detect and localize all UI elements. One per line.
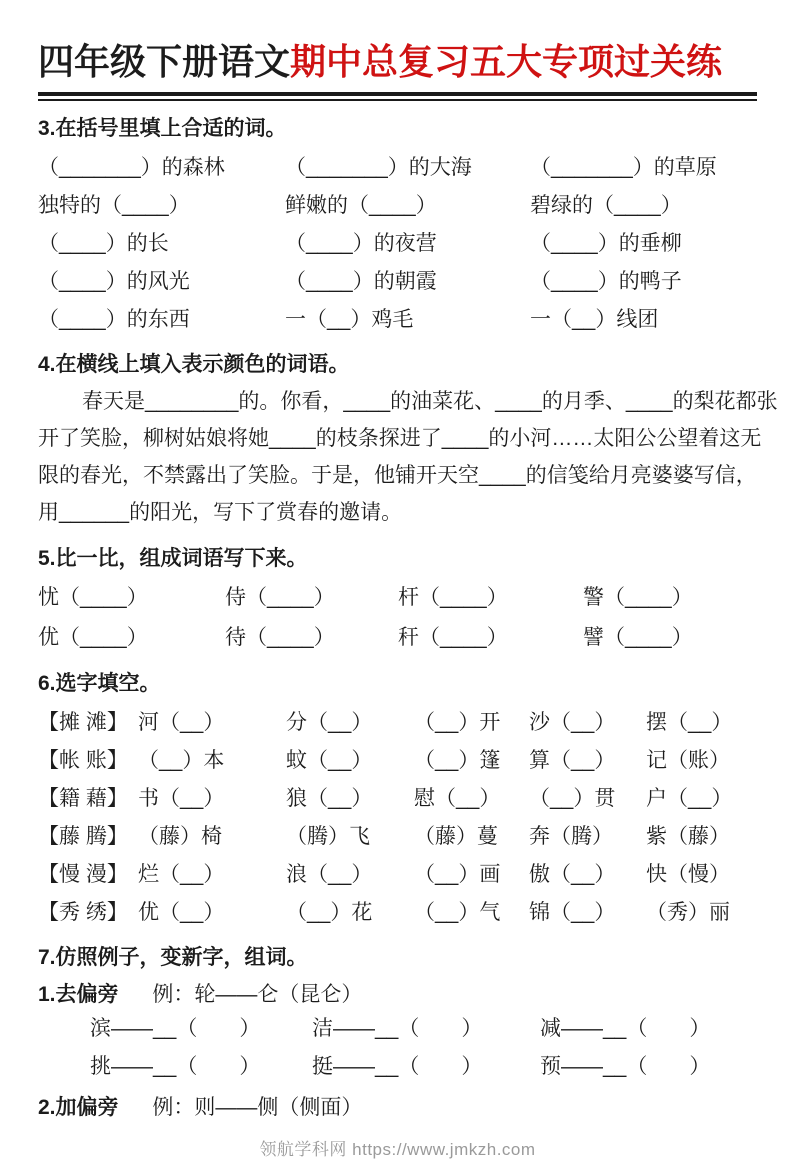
fill-blank-item: （____）的东西 [38,308,190,331]
choice-pair: 【籍 藉】 [38,787,128,810]
fill-blank-item: 锦（__） [529,901,616,924]
section-7-heading: 7.仿照例子，变新字，组词。 [38,946,308,969]
fill-blank-item: （__）开 [414,711,501,734]
fill-blank-item: 碧绿的（____） [530,194,682,217]
fill-blank-item: （____）的垂柳 [530,232,682,255]
fill-blank-item: （藤）蔓 [414,825,498,848]
fill-blank-item: （藤）椅 [138,825,222,848]
fill-blank-item: 河（__） [138,711,225,734]
section-7-sub2 [38,1091,757,1121]
title-grade-part: 四年级下册语文 [38,41,291,82]
fill-blank-item: 烂（__） [138,863,225,886]
fill-blank-item: 蚊（__） [286,749,373,772]
section-6-rows [38,702,757,930]
fill-blank-item: 秆（____） [398,626,508,649]
fill-blank-item: 紫（藤） [646,825,730,848]
fill-blank-item: 待（____） [225,626,335,649]
section-7-rows [38,1008,757,1084]
paragraph-line: 用______的阳光，写下了赏春的邀请。 [38,501,403,524]
fill-blank-item: 警（____） [583,586,693,609]
fill-blank-item: （____）的鸭子 [530,270,682,293]
fill-blank-item: 洁——__（ ） [312,1017,483,1040]
fill-blank-item: 挺——__（ ） [312,1055,483,1078]
fill-blank-item: （____）的风光 [38,270,190,293]
title-divider-thick [38,92,757,96]
fill-blank-item: （_______）的大海 [285,156,472,179]
fill-blank-item: 挑——__（ ） [90,1055,261,1078]
fill-blank-item: 记（账） [646,749,730,772]
fill-blank-item: 一（__）鸡毛 [285,308,414,331]
fill-blank-item: 优（__） [138,901,225,924]
choice-pair: 【藤 腾】 [38,825,128,848]
fill-blank-item: （_______）的草原 [530,156,717,179]
fill-blank-item: 侍（____） [225,586,335,609]
fill-blank-item: （__）花 [286,901,373,924]
fill-blank-item: 书（__） [138,787,225,810]
fill-blank-item: 沙（__） [529,711,616,734]
fill-blank-item: 杆（____） [398,586,508,609]
fill-blank-item: 譬（____） [583,626,693,649]
fill-blank-item: 忧（____） [38,586,148,609]
choice-pair: 【帐 账】 [38,749,128,772]
section-3-rows [38,147,757,337]
fill-blank-item: 快（慢） [646,863,730,886]
fill-blank-item: 独特的（____） [38,194,190,217]
choice-pair: 【秀 绣】 [38,901,128,924]
fill-blank-item: （__）画 [414,863,501,886]
paragraph-line: 春天是________的。你看，____的油菜花、____的月季、____的梨花都张 [82,390,778,413]
fill-blank-item: （__）篷 [414,749,501,772]
fill-blank-item: 分（__） [286,711,373,734]
choice-pair: 【慢 漫】 [38,863,128,886]
section-5-heading: 5.比一比，组成词语写下来。 [38,547,308,570]
sub2-example: 例：则——侧（侧面） [152,1096,363,1119]
sub1-label: 1.去偏旁 [38,983,119,1006]
fill-blank-item: （__）贯 [529,787,616,810]
section-7-sub1 [38,978,757,1008]
fill-blank-item: （腾）飞 [286,825,370,848]
paragraph-line: 限的春光，不禁露出了笑脸。于是，他铺开天空____的信笺给月亮婆婆写信， [38,464,757,487]
fill-blank-item: 鲜嫩的（____） [285,194,437,217]
page-title [38,34,757,85]
fill-blank-item: 浪（__） [286,863,373,886]
fill-blank-item: 慰（__） [414,787,501,810]
fill-blank-item: （_______）的森林 [38,156,225,179]
fill-blank-item: 一（__）线团 [530,308,659,331]
fill-blank-item: 摆（__） [646,711,733,734]
fill-blank-item: 傲（__） [529,863,616,886]
sub2-label: 2.加偏旁 [38,1096,119,1119]
fill-blank-item: 优（____） [38,626,148,649]
fill-blank-item: 户（__） [646,787,733,810]
section-4-paragraph [38,383,778,531]
fill-blank-item: 减——__（ ） [540,1017,711,1040]
sub1-example: 例：轮——仑（昆仑） [152,983,363,1006]
title-divider-thin [38,99,757,101]
fill-blank-item: （__）本 [138,749,225,772]
section-3-heading: 3.在括号里填上合适的词。 [38,117,287,140]
fill-blank-item: 算（__） [529,749,616,772]
fill-blank-item: （____）的朝霞 [285,270,437,293]
section-4-heading: 4.在横线上填入表示颜色的词语。 [38,353,350,376]
fill-blank-item: 奔（腾） [529,825,613,848]
fill-blank-item: （秀）丽 [646,901,730,924]
choice-pair: 【摊 滩】 [38,711,128,734]
fill-blank-item: 滨——__（ ） [90,1017,261,1040]
title-topic-part: 期中总复习五大专项过关练 [290,41,723,82]
section-6-heading: 6.选字填空。 [38,672,161,695]
fill-blank-item: （____）的长 [38,232,169,255]
fill-blank-item: 预——__（ ） [540,1055,711,1078]
site-watermark: 领航学科网 https://www.jmkzh.com [259,1140,536,1159]
paragraph-line: 开了笑脸，柳树姑娘将她____的枝条探进了____的小河……太阳公公望着这无 [38,427,762,450]
fill-blank-item: （__）气 [414,901,501,924]
fill-blank-item: 狼（__） [286,787,373,810]
fill-blank-item: （____）的夜营 [285,232,437,255]
section-5-rows [38,576,757,656]
